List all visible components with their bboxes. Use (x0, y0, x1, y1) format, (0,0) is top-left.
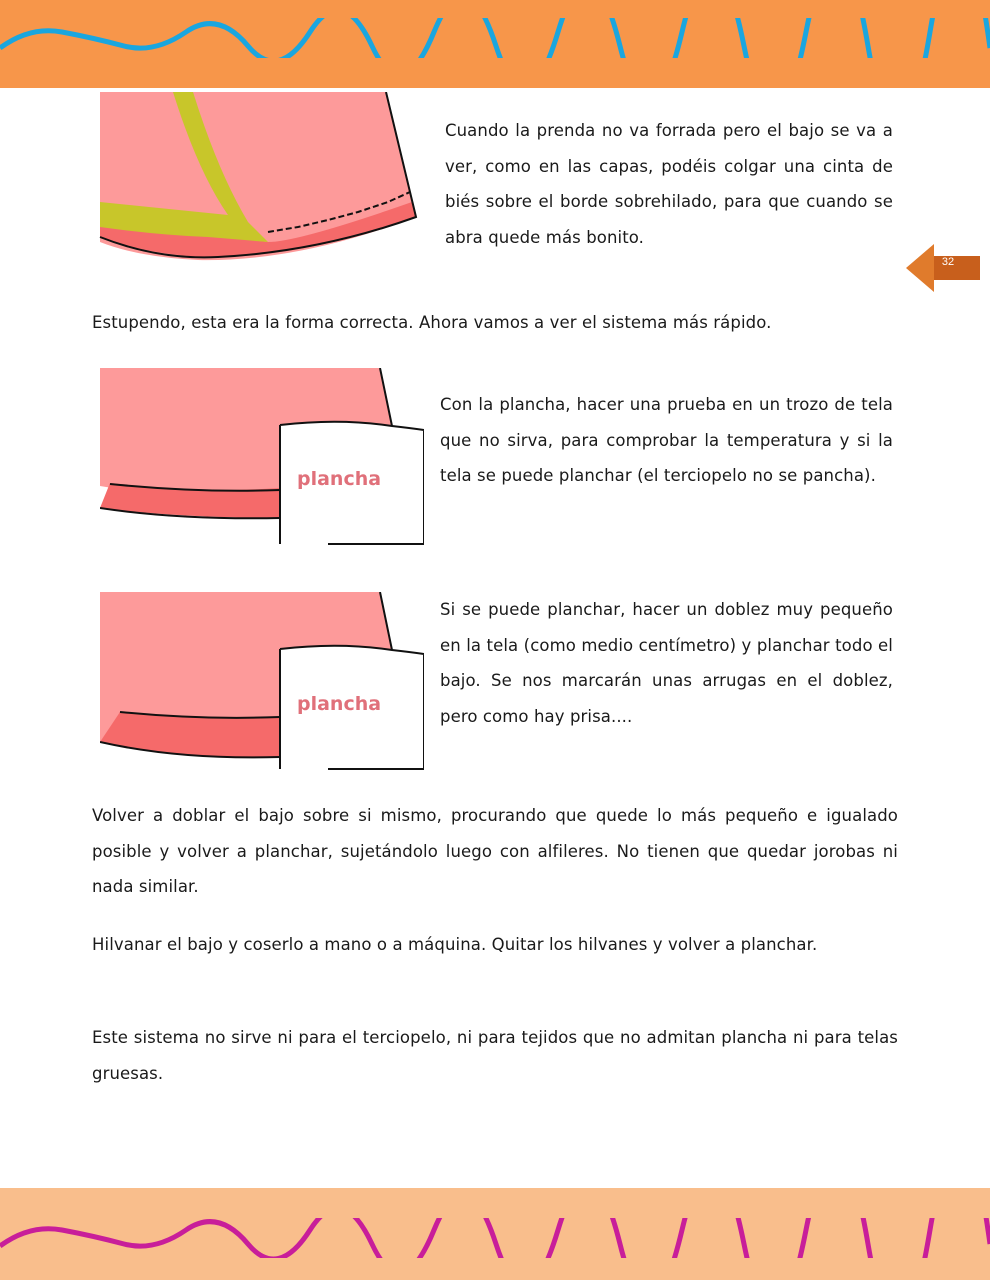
page-number: 32 (941, 256, 955, 268)
page-footer-band (0, 1188, 990, 1280)
paragraph-intro-fast-method: Estupendo, esta era la forma correcta. Ahora vamos a ver el sistema más rápido. (92, 313, 772, 332)
header-wave-decoration (0, 18, 990, 58)
footer-wave-decoration (0, 1218, 990, 1258)
iron-label: plancha (297, 468, 382, 490)
paragraph-warning: Este sistema no sirve ni para el terciopelo, ni para tejidos que no admitan plancha ni para telas gruesas. (92, 1028, 898, 1083)
paragraph-bias-tape: Cuando la prenda no va forrada pero el bajo se va a ver, como en las capas, podéis colgar una cinta de biés sobre el borde sobrehilado, para que cuando se abra quede más bonito. (445, 121, 893, 247)
paragraph-fold-iron: Si se puede planchar, hacer un doblez muy pequeño en la tela (como medio centímetro) y planchar todo el bajo. Se nos marcarán unas arrugas en el doblez, pero como hay prisa.... (440, 600, 893, 726)
paragraph-baste: Hilvanar el bajo y coserlo a mano o a máquina. Quitar los hilvanes y volver a planchar. (92, 935, 818, 954)
paragraph-test-iron: Con la plancha, hacer una prueba en un trozo de tela que no sirva, para comprobar la temperatura y si la tela se puede planchar (el terciopelo no se pancha). (440, 395, 893, 485)
iron-label: plancha (297, 693, 382, 715)
skirt-hem-iron-illustration (100, 592, 424, 770)
page-number-arrow-tab (906, 244, 982, 292)
page-header-band (0, 0, 990, 88)
skirt-hem-iron-illustration (100, 368, 424, 545)
skirt-hem-bias-tape-illustration (98, 92, 428, 272)
paragraph-fold-again: Volver a doblar el bajo sobre si mismo, procurando que quede lo más pequeño e igualado posible y volver a planchar, sujetándolo luego con alfileres. No tienen que quedar jorobas ni nada similar. (92, 806, 898, 896)
